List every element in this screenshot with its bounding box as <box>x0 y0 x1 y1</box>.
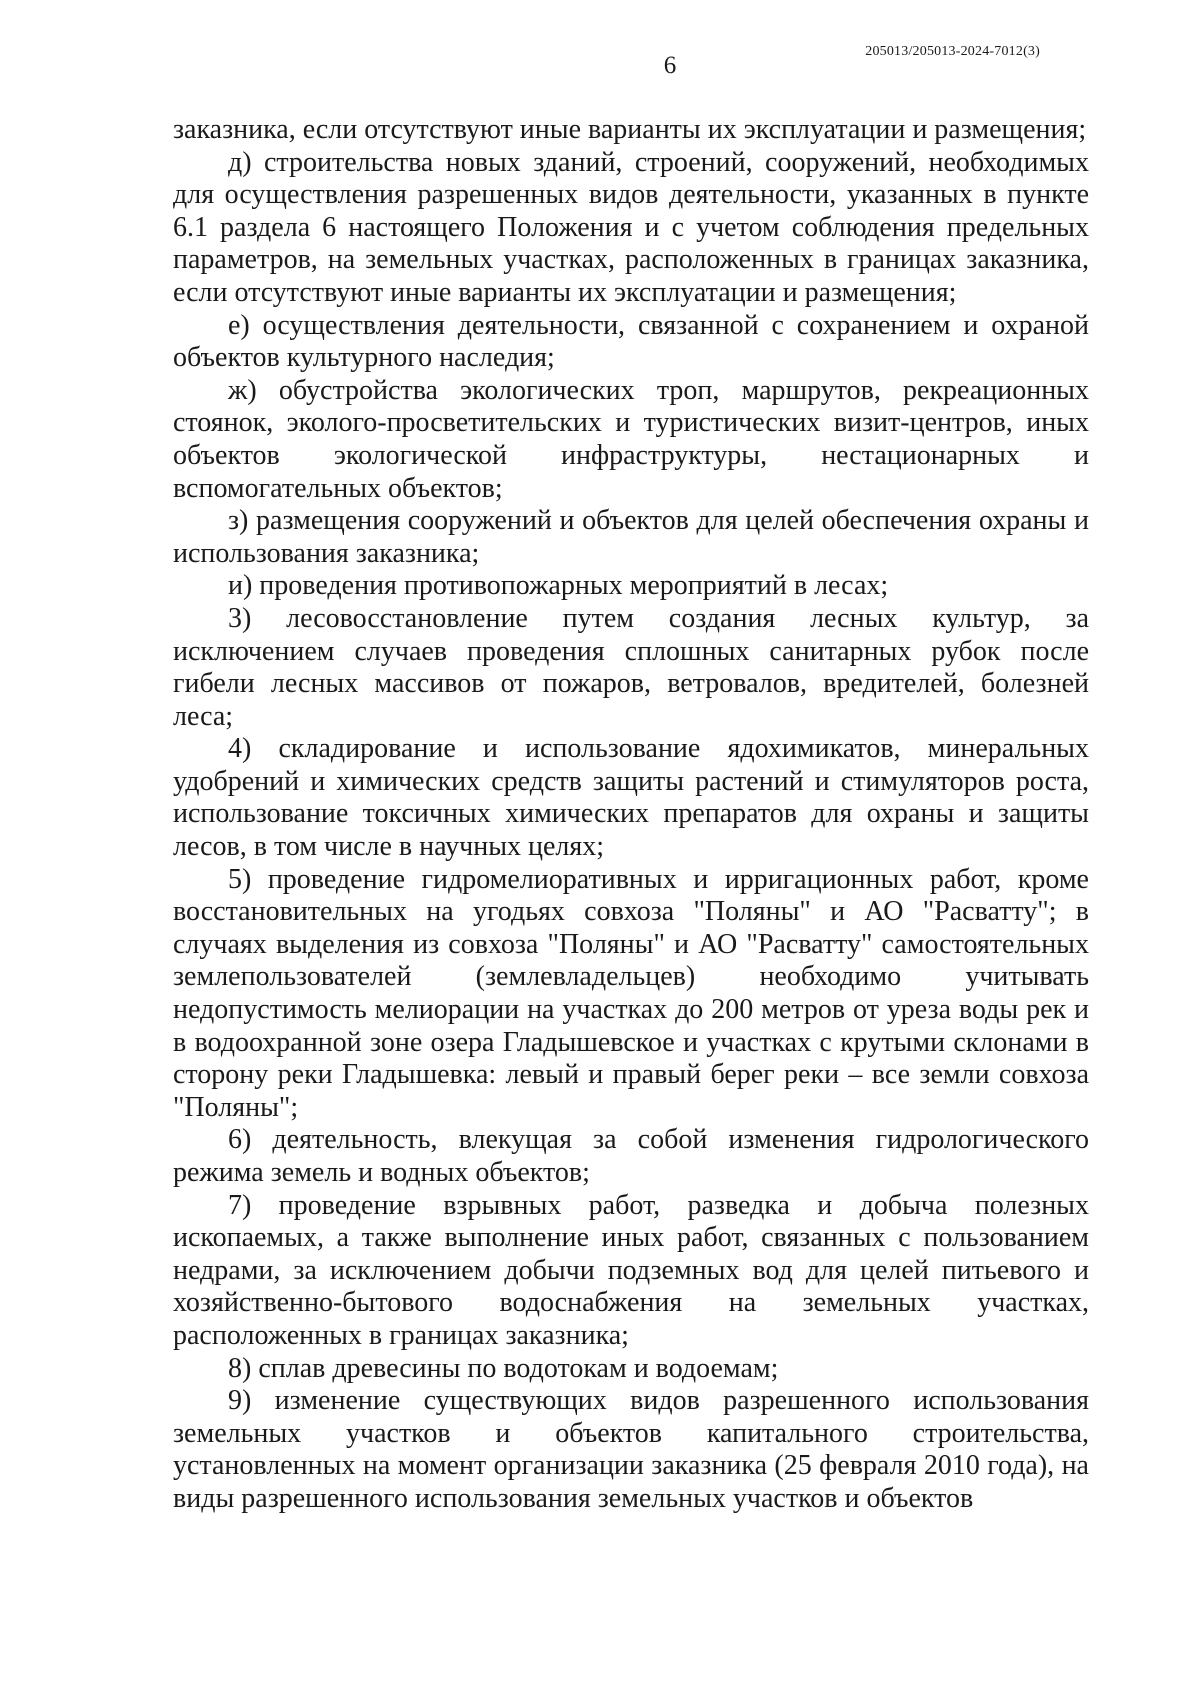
paragraph-item-z: з) размещения сооружений и объектов для целей обеспечения охраны и использования заказника; <box>173 505 1089 569</box>
paragraph-item-9: 9) изменение существующих видов разрешенного использования земельных участков и объектов капитального строительства, установленных на момент организации заказника (25 февраля 2010 года), на виды разрешенного использования земельных участков и объектов <box>173 1385 1089 1514</box>
paragraph-item-5: 5) проведение гидромелиоративных и ирригационных работ, кроме восстановительных на угодьях совхоза "Поляны" и АО "Расватту"; в случаях выделения из совхоза "Поляны" и АО "Расватту" самостоятельных землепользователей (землевладельцев) необходимо учитывать недопустимость мелиорации на участках до 200 метров от уреза воды рек и в водоохранной зоне озера Гладышевское и участках с крутыми склонами в сторону реки Гладышевка: левый и правый берег реки – все земли совхоза "Поляны"; <box>173 863 1089 1123</box>
paragraph-item-d: д) строительства новых зданий, строений, сооружений, необходимых для осуществления разрешенных видов деятельности, указанных в пункте 6.1 раздела 6 настоящего Положения и с учетом соблюдения предельных параметров, на земельных участках, расположенных в границах заказника, если отсутствуют иные варианты их эксплуатации и размещения; <box>173 146 1089 308</box>
paragraph-item-7: 7) проведение взрывных работ, разведка и добыча полезных ископаемых, а также выполнение иных работ, связанных с пользованием недрами, за исключением добычи подземных вод для целей питьевого и хозяйственно-бытового водоснабжения на земельных участках, расположенных в границах заказника; <box>173 1189 1089 1351</box>
paragraph-item-4: 4) складирование и использование ядохимикатов, минеральных удобрений и химических средств защиты растений и стимуляторов роста, использование токсичных химических препаратов для охраны и защиты лесов, в том числе в научных целях; <box>173 733 1089 863</box>
document-body <box>173 114 1089 1516</box>
paragraph-continuation: заказника, если отсутствуют иные варианты их эксплуатации и размещения; <box>173 114 1087 145</box>
paragraph-item-6: 6) деятельность, влекущая за собой изменения гидрологического режима земель и водных объектов; <box>173 1124 1089 1188</box>
page-number: 6 <box>663 52 677 79</box>
paragraph-item-8: 8) сплав древесины по водотокам и водоемам; <box>228 1352 779 1384</box>
paragraph-item-3: 3) лесовосстановление путем создания лесных культур, за исключением случаев проведения сплошных санитарных рубок после гибели лесных массивов от пожаров, ветровалов, вредителей, болезней леса; <box>173 602 1089 732</box>
paragraph-item-e: е) осуществления деятельности, связанной с сохранением и охраной объектов культурного наследия; <box>173 309 1089 374</box>
document-number: 205013/205013-2024-7012(3) <box>865 44 1040 59</box>
paragraph-item-i: и) проведения противопожарных мероприятий в лесах; <box>228 570 889 602</box>
paragraph-item-zh: ж) обустройства экологических троп, маршрутов, рекреационных стоянок, эколого-просветительских и туристических визит-центров, иных объектов экологической инфраструктуры, нестационарных и вспомогательных объектов; <box>173 374 1089 504</box>
